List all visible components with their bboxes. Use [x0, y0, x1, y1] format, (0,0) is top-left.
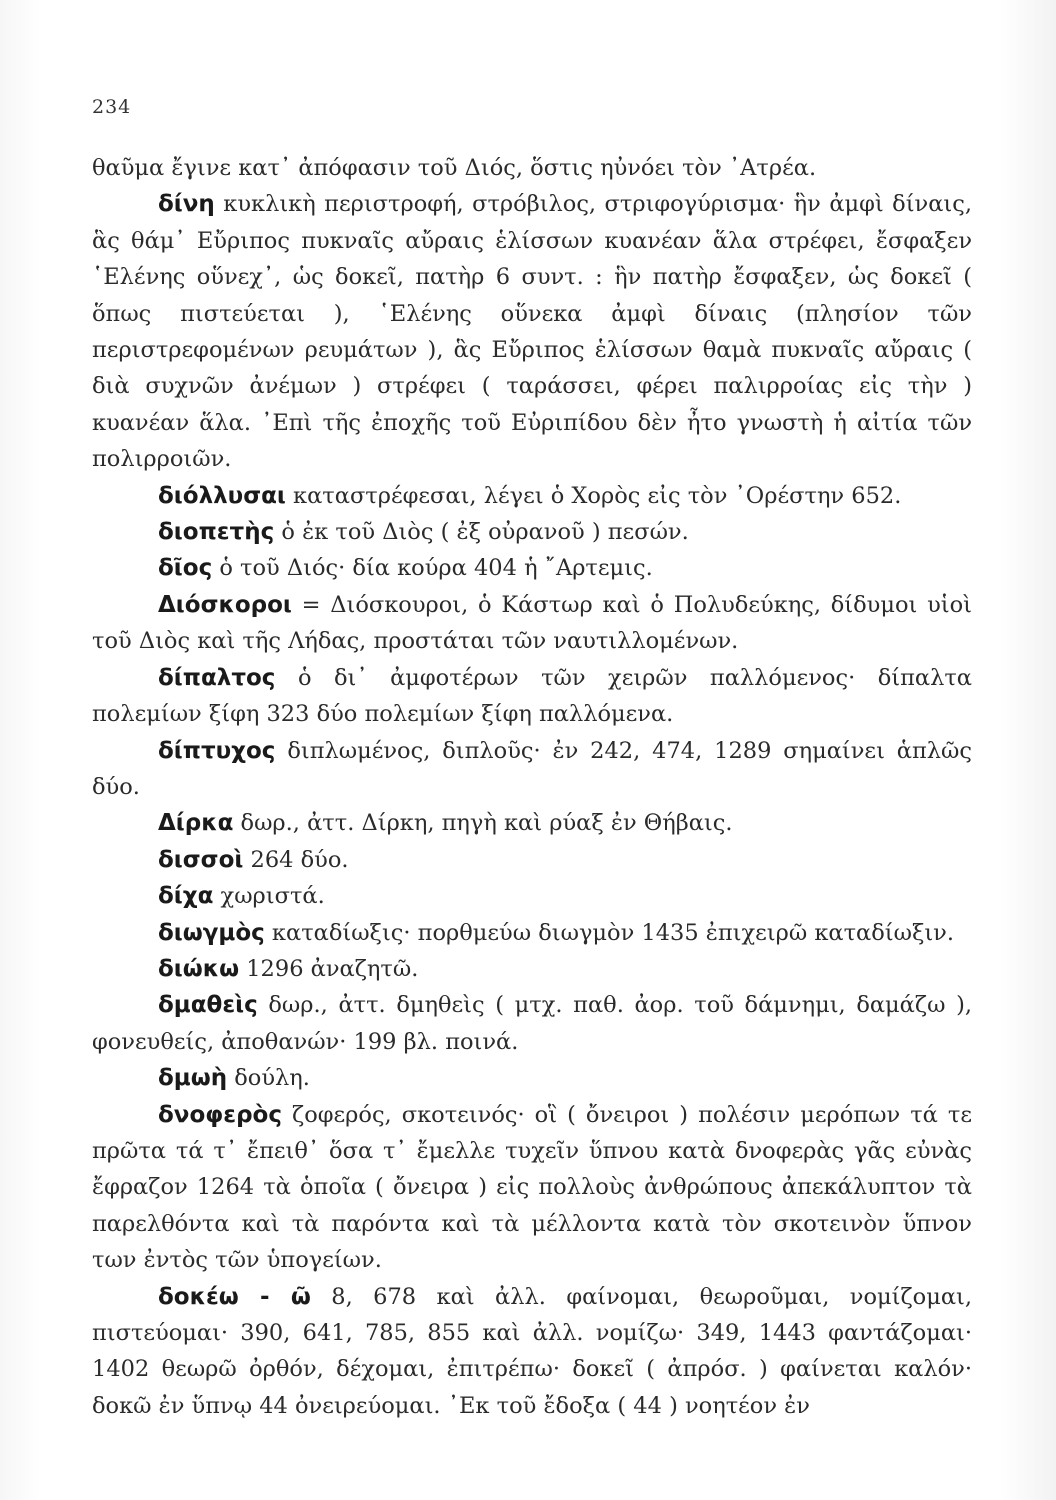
entry-text: = Διόσκουροι, ὁ Κάστωρ καὶ ὁ Πολυδεύκης, δίδυμοι υἱοὶ τοῦ Διὸς καὶ τῆς Λήδας, προστάται τῶν ναυτιλλομένων.: [92, 591, 972, 655]
entry-lemma: δίπαλτος: [158, 664, 276, 691]
entry-text: 264 δύο.: [243, 846, 349, 873]
glossary-entry: [92, 1060, 972, 1096]
entry-lemma: δισσοὶ: [158, 846, 244, 873]
entry-text: ὁ δι᾽ ἀμφοτέρων τῶν χειρῶν παλλόμενος· δίπαλτα πολεμίων ξίφη 323 δύο πολεμίων ξίφη παλλόμενα.: [92, 664, 972, 728]
entry-text: καταδίωξις· πορθμεύω διωγμὸν 1435 ἐπιχειρῶ καταδίωξιν.: [264, 919, 954, 946]
entry-lemma: δοκέω - ῶ: [158, 1283, 311, 1310]
page-number: 234: [92, 96, 132, 118]
entry-text: θαῦμα ἔγινε κατ᾽ ἀπόφασιν τοῦ Διός, ὅστις ηὐνόει τὸν ᾽Ατρέα.: [92, 155, 817, 181]
entry-continuation: [92, 150, 972, 186]
entry-lemma: Δίρκα: [158, 810, 234, 837]
entry-text: δωρ., ἀττ. δμηθεὶς ( μτχ. παθ. ἀορ. τοῦ δάμνημι, δαμάζω ), φονευθείς, ἀποθανών· 199 βλ. ποινά.: [92, 992, 972, 1055]
glossary-entry: [92, 478, 972, 514]
glossary-entry: [92, 1279, 972, 1425]
glossary-entry: [92, 987, 972, 1060]
entry-lemma: δίχα: [158, 883, 214, 910]
entry-lemma: Διόσκοροι: [158, 591, 292, 618]
entry-text: καταστρέφεσαι, λέγει ὁ Χορὸς εἰς τὸν ᾽Ορέστην 652.: [285, 482, 902, 509]
entry-text: διπλωμένος, διπλοῦς· ἐν 242, 474, 1289 σημαίνει ἁπλῶς δύο.: [92, 737, 972, 800]
entry-lemma: δίπτυχος: [158, 737, 276, 764]
entry-lemma: δνοφερὸς: [158, 1101, 282, 1128]
glossary-entry: [92, 915, 972, 951]
glossary-entry: [92, 514, 972, 550]
glossary-entry: [92, 951, 972, 987]
glossary-entry: [92, 550, 972, 586]
glossary-entry: [92, 842, 972, 878]
entry-lemma: δῖος: [158, 555, 213, 582]
glossary-entry: [92, 1097, 972, 1279]
glossary-entry: [92, 733, 972, 806]
glossary-entry: [92, 587, 972, 660]
entry-text: χωριστά.: [213, 883, 325, 910]
entry-text: δωρ., ἀττ. Δίρκη, πηγὴ καὶ ρύαξ ἐν Θήβαις.: [233, 810, 733, 837]
entry-text: ὁ τοῦ Διός· δία κούρα 404 ἡ ῎Αρτεμις.: [212, 555, 653, 582]
entry-text: 8, 678 καὶ ἀλλ. φαίνομαι, θεωροῦμαι, νομίζομαι, πιστεύομαι· 390, 641, 785, 855 καὶ ἀλλ. νομίζω· 349, 1443 φαντάζομαι· 1402 θεωρῶ ὀρθόν, δέχομαι, ἐπιτρέπω· δοκεῖ ( ἀπρόσ. ) φαίνεται καλόν· δοκῶ ἐν ὕπνῳ 44 ὀνειρεύομαι. ᾽Εκ τοῦ ἔδοξα ( 44 ) νοητέον ἐν: [92, 1283, 972, 1419]
entry-lemma: διόλλυσαι: [158, 482, 286, 509]
glossary-entry: [92, 186, 972, 477]
entry-lemma: δίνη: [158, 191, 215, 218]
entry-text: ὁ ἐκ τοῦ Διὸς ( ἐξ οὐρανοῦ ) πεσών.: [274, 519, 689, 546]
entry-lemma: δμαθεὶς: [158, 992, 258, 1019]
glossary-entry: [92, 878, 972, 914]
glossary-entry: [92, 805, 972, 841]
glossary-text: [92, 150, 972, 1424]
entry-lemma: διώκω: [158, 955, 240, 982]
entry-text: κυκλικὴ περιστροφή, στρόβιλος, στριφογύρισμα· ἣν ἀμφὶ δίναις, ἃς θάμ᾽ Εὔριπος πυκναῖς αὔραις ἑλίσσων κυανέαν ἅλα στρέφει, ἔσφαξεν ῾Ελένης οὕνεχ᾽, ὡς δοκεῖ, πατὴρ 6 συντ. : ἣν πατὴρ ἔσφαξεν, ὡς δοκεῖ ( ὅπως πιστεύεται ), ῾Ελένης οὕνεκα ἀμφὶ δίναις (πλησίον τῶν περιστρεφομένων ρευμάτων ), ἃς Εὔριπος ἑλίσσων θαμὰ πυκναῖς αὔραις ( διὰ συχνῶν ἀνέμων ) στρέφει ( ταράσσει, φέρει παλιρροίας εἰς τὴν ) κυανέαν ἅλα. ᾽Επὶ τῆς ἐποχῆς τοῦ Εὐριπίδου δὲν ἦτο γνωστὴ ἡ αἰτία τῶν πολιρροιῶν.: [92, 191, 972, 473]
entry-text: δούλη.: [227, 1065, 310, 1092]
entry-lemma: διοπετὴς: [158, 519, 275, 546]
entry-text: 1296 ἀναζητῶ.: [239, 955, 419, 982]
entry-text: ζοφερός, σκοτεινός· οἳ ( ὄνειροι ) πολέσιν μερόπων τά τε πρῶτα τά τ᾽ ἔπειθ᾽ ὅσα τ᾽ ἔμελλε τυχεῖν ὕπνου κατὰ δνοφερὰς γᾶς εὐνὰς ἔφραζον 1264 τὰ ὁποῖα ( ὄνειρα ) εἰς πολλοὺς ἀνθρώπους ἀπεκάλυπτον τὰ παρελθόντα καὶ τὰ παρόντα καὶ τὰ μέλλοντα κατὰ τὸν σκοτεινὸν ὕπνον των ἐντὸς τῶν ὑπογείων.: [92, 1101, 972, 1274]
glossary-entry: [92, 660, 972, 733]
entry-lemma: δμωὴ: [158, 1065, 228, 1092]
entry-lemma: διωγμὸς: [158, 919, 265, 946]
